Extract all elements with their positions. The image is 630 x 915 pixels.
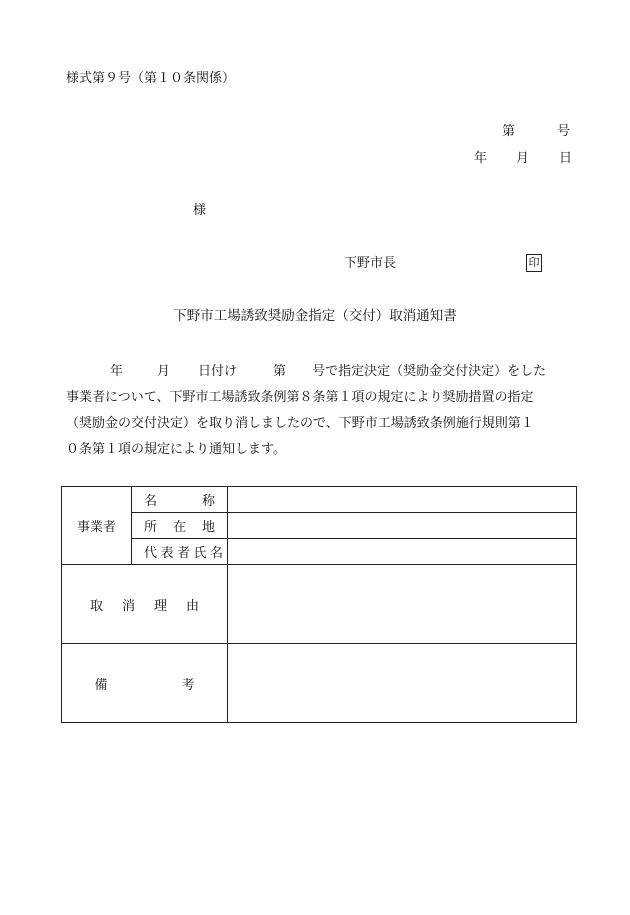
remarks-label — [62, 644, 228, 723]
document-number-line — [502, 124, 570, 140]
date-day-label: 日 — [559, 151, 573, 166]
form-number: 様式第９号（第１０条関係） — [66, 71, 236, 86]
body-year: 年 — [110, 364, 124, 379]
number-label-go: 号 — [557, 124, 571, 139]
representative-value-cell[interactable] — [228, 539, 577, 565]
body-line-1-rest: 号で指定決定（奨励金交付決定）をした — [312, 364, 547, 379]
address-value-cell[interactable] — [228, 513, 577, 539]
reason-value-cell[interactable] — [228, 565, 577, 644]
reason-char-2: 消 — [121, 598, 135, 614]
cancellation-info-table — [61, 486, 577, 723]
name-label: 名称 — [132, 487, 228, 513]
address-label: 所在地 — [132, 513, 228, 539]
date-year-label: 年 — [474, 151, 488, 166]
body-line-1 — [66, 359, 576, 385]
addressee-suffix: 様 — [193, 203, 207, 218]
remarks-value-cell[interactable] — [228, 644, 577, 723]
business-label: 事業者 — [62, 487, 132, 565]
body-line-4: ０条第１項の規定により通知します。 — [66, 442, 286, 457]
date-month-label: 月 — [516, 151, 530, 166]
date-line — [474, 151, 572, 167]
name-value-cell[interactable] — [228, 487, 577, 513]
document-title: 下野市工場誘致奨励金指定（交付）取消通知書 — [173, 308, 457, 324]
remarks-char-1: 備 — [94, 677, 108, 693]
body-line-3: （奨励金の交付決定）を取り消しましたので、下野市工場誘致条例施行規則第１ — [66, 416, 534, 431]
body-month: 月 — [157, 364, 171, 379]
representative-label: 代表者氏名 — [132, 539, 228, 565]
reason-char-3: 理 — [154, 598, 168, 614]
reason-char-4: 由 — [186, 598, 200, 614]
body-number-dai: 第 — [273, 364, 287, 379]
notice-body — [66, 359, 576, 463]
remarks-char-2: 考 — [181, 677, 195, 693]
issuer-name: 下野市長 — [344, 256, 397, 271]
body-line-2: 事業者について、下野市工場誘致条例第８条第１項の規定により奨励措置の指定 — [66, 390, 534, 405]
reason-char-1: 取 — [89, 598, 103, 614]
seal-mark: 印 — [526, 254, 542, 272]
reason-label — [62, 565, 228, 644]
body-date-suffix: 日付け — [198, 364, 238, 379]
number-label-dai: 第 — [502, 124, 516, 139]
